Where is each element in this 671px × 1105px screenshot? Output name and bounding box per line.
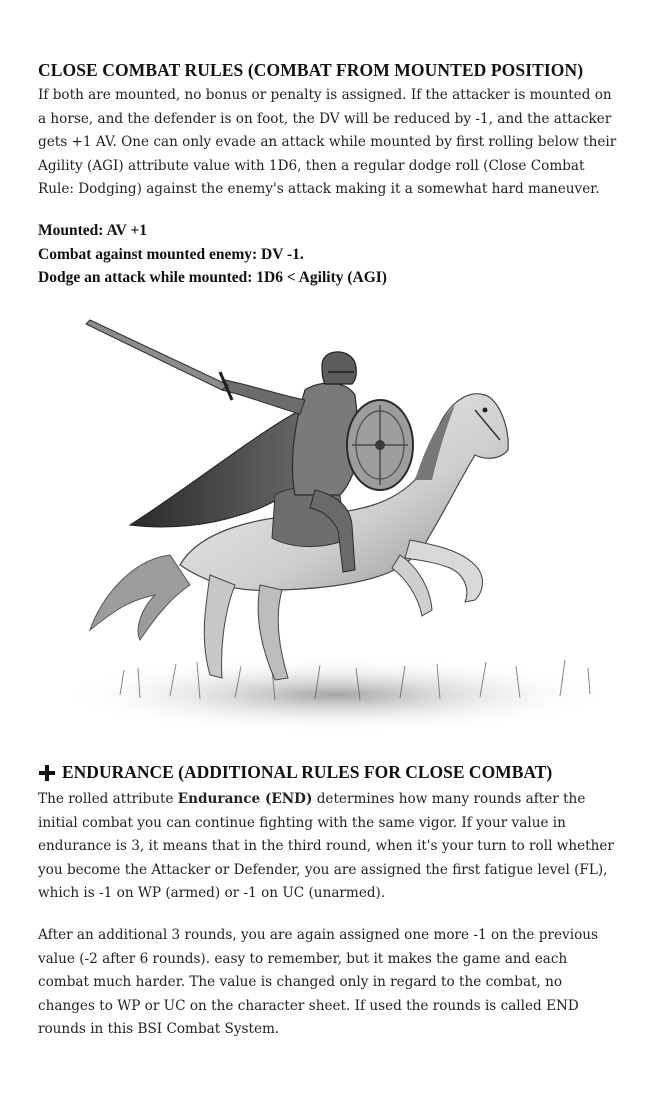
paragraph-line: Rule: Dodging) against the enemy's attack making it a somewhat hard maneuver.: [38, 181, 600, 198]
mounted-knight-illustration: [60, 310, 620, 735]
endurance-heading-text: ENDURANCE (ADDITIONAL RULES FOR CLOSE COMBAT): [62, 762, 553, 782]
rule-mounted-av: Mounted: AV +1: [38, 222, 148, 239]
rule-against-mounted-dv: Combat against mounted enemy: DV -1.: [38, 245, 304, 263]
paragraph-line: you become the Attacker or Defender, you are assigned the first fatigue level (FL),: [38, 861, 608, 878]
paragraph-line: combat much harder. The value is changed only in regard to the combat, no: [38, 974, 563, 991]
paragraph-line: After an additional 3 rounds, you are again assigned one more -1 on the previous: [38, 927, 598, 943]
endurance-intro-prefix: The rolled attribute: [38, 791, 178, 807]
paragraph-line: gets +1 AV. One can only evade an attack while mounted by first rolling below their: [38, 134, 617, 151]
paragraph-line: [38, 788, 638, 812]
mounted-combat-paragraph: [38, 84, 638, 202]
section-heading-endurance: [38, 762, 648, 783]
endurance-intro-suffix: determines how many rounds after the: [312, 791, 586, 807]
section-heading-mounted-combat: CLOSE COMBAT RULES (COMBAT FROM MOUNTED POSITION): [38, 60, 584, 80]
plus-icon: [38, 764, 56, 782]
endurance-paragraph-1: [38, 788, 638, 906]
mounted-rules-summary: [38, 219, 638, 290]
paragraph-line: which is -1 on WP (armed) or -1 on UC (unarmed).: [38, 885, 386, 902]
rule-dodge-mounted: Dodge an attack while mounted: 1D6 < Agility (AGI): [38, 269, 387, 287]
paragraph-line: endurance is 3, it means that in the third round, when it's your turn to roll whether: [38, 838, 614, 855]
paragraph-line: rounds in this BSI Combat System.: [38, 1021, 280, 1038]
paragraph-line: Agility (AGI) attribute value with 1D6, then a regular dodge roll (Close Combat: [38, 157, 585, 174]
paragraph-line: If both are mounted, no bonus or penalty is assigned. If the attacker is mounted on: [38, 87, 612, 103]
paragraph-line: initial combat you can continue fighting with the same vigor. If your value in: [38, 814, 566, 831]
paragraph-line: a horse, and the defender is on foot, the DV will be reduced by -1, and the attacker: [38, 110, 612, 127]
paragraph-line: value (-2 after 6 rounds). easy to remember, but it makes the game and each: [38, 950, 568, 967]
endurance-paragraph-2: [38, 924, 638, 1042]
endurance-term: Endurance (END): [177, 791, 313, 807]
paragraph-line: changes to WP or UC on the character sheet. If used the rounds is called END: [38, 997, 579, 1014]
